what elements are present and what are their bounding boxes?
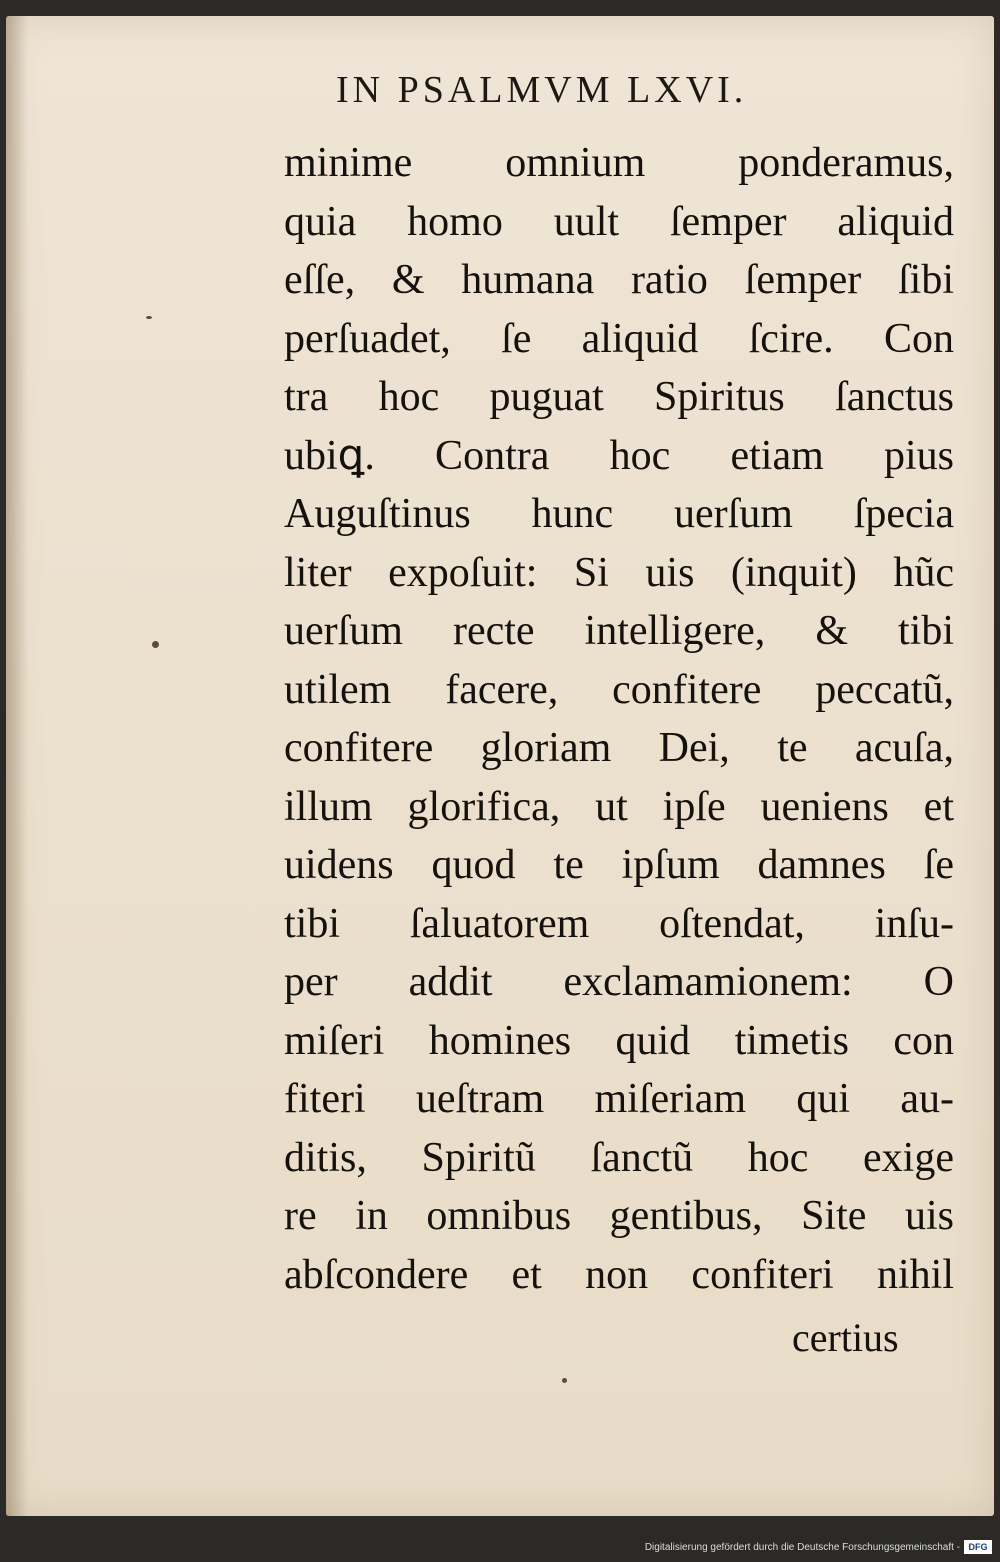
text-line: tra hoc puguat Spiritus ſanctus [284,374,954,420]
text-line: uidens quod te ipſum damnes ſe [284,842,954,888]
text-line: eſſe, & humana ratio ſemper ſibi [284,257,954,303]
ink-speck [152,641,159,648]
running-header: IN PSALMVM LXVI. [336,69,748,111]
text-line: utilem facere, confitere peccatũ, [284,666,954,713]
text-line: abſcondere et non confiteri nihil [284,1251,954,1298]
text-line: uerſum recte intelligere, & tibi [284,608,954,654]
text-line: confitere gloriam Dei, te acuſa, [284,725,954,771]
text-line: liter expoſuit: Si uis (inquit) hũc [284,549,954,596]
dfg-logo: DFG [964,1540,992,1554]
text-line: per addit exclamamionem: O [284,959,954,1005]
ink-speck [146,316,152,319]
catchword: certius [792,1315,899,1360]
text-line: ditis, Spiritũ ſanctũ hoc exige [284,1134,954,1181]
text-line: minime omnium ponderamus, [284,140,954,186]
book-page [6,16,994,1516]
digitization-credit: Digitalisierung gefördert durch die Deutsche Forschungsgemeinschaft - [644,1542,960,1553]
text-line: miſeri homines quid timetis con [284,1017,954,1064]
body-text [284,134,954,1304]
text-line: fiteri ueſtram miſeriam qui au- [284,1076,954,1122]
text-line: re in omnibus gentibus, Site uis [284,1193,954,1239]
text-line: quia homo uult ſemper aliquid [284,198,954,245]
text-line: Auguſtinus hunc uerſum ſpecia [284,491,954,537]
text-line: illum glorifica, ut ipſe ueniens et [284,783,954,830]
text-line: tibi ſaluatorem oſtendat, inſu- [284,900,954,947]
text-line: ubiꝗ. Contra hoc etiam pius [284,432,954,479]
text-line: perſuadet, ſe aliquid ſcire. Con [284,315,954,362]
ink-speck [562,1378,567,1383]
